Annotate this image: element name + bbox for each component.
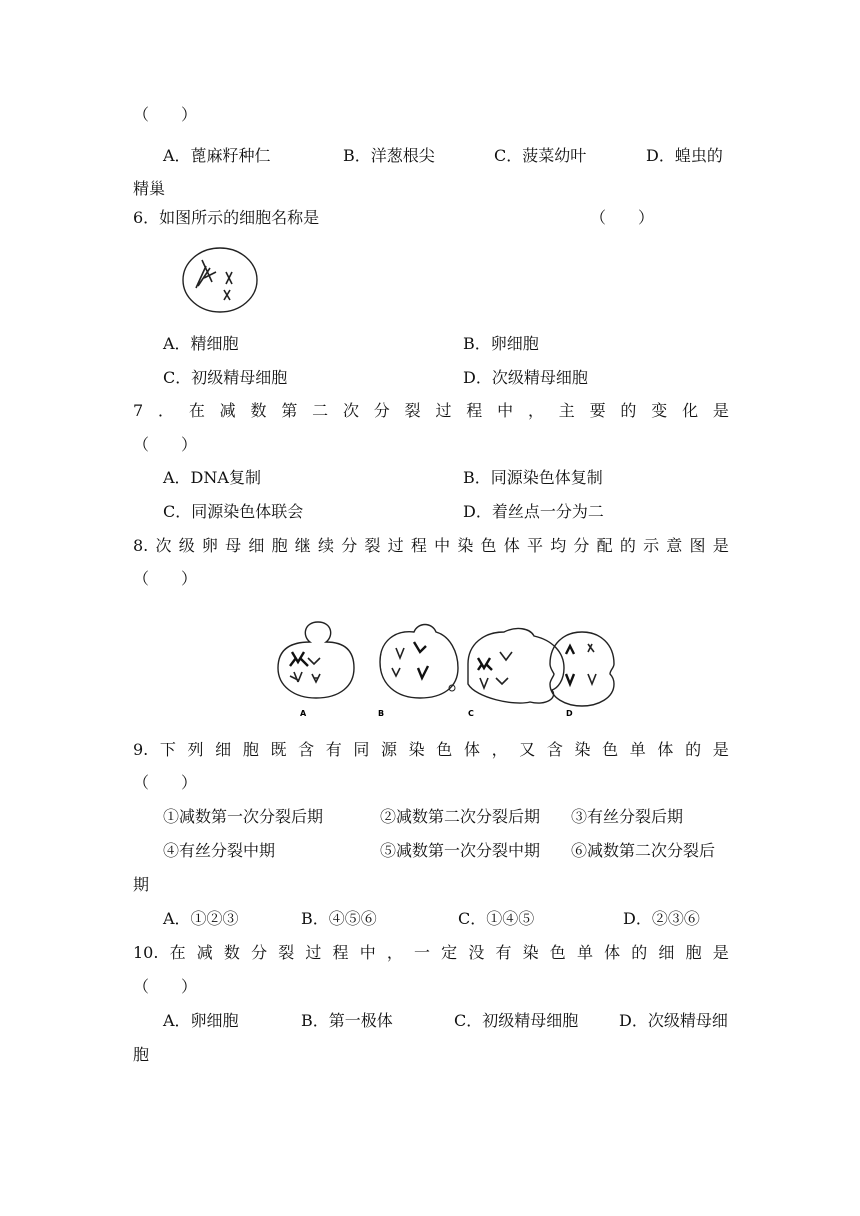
- q5-option-d-wrap: 精巢: [133, 179, 166, 198]
- q8-cell-d: [550, 632, 614, 706]
- q9-item-5: ⑤减数第一次分裂中期: [380, 841, 541, 860]
- q9-item-6: ⑥减数第二次分裂后: [571, 841, 716, 860]
- q10-option-b: B．第一极体: [301, 1011, 393, 1030]
- q9-option-a: A．①②③: [163, 909, 239, 928]
- q6-option-a: A．精细胞: [163, 334, 239, 353]
- q7-answer-paren: （ ）: [133, 435, 198, 454]
- q9-item-4: ④有丝分裂中期: [163, 841, 276, 860]
- q7-stem: 7 ． 在 减 数 第 二 次 分 裂 过 程 中 ， 主 要 的 变 化 是: [133, 401, 729, 420]
- q6-cell-figure: [180, 244, 264, 314]
- q8-answer-paren: （ ）: [133, 569, 198, 588]
- q7-option-b: B．同源染色体复制: [463, 468, 603, 487]
- q9-option-c: C．①④⑤: [458, 909, 535, 928]
- q9-item-3: ③有丝分裂后期: [571, 807, 684, 826]
- q10-option-d: D．次级精母细: [619, 1011, 728, 1030]
- q9-stem: 9. 下 列 细 胞 既 含 有 同 源 染 色 体 ， 又 含 染 色 单 体 的 是: [133, 740, 729, 759]
- q7-option-a: A．DNA复制: [163, 468, 261, 487]
- q5-option-a: A．蓖麻籽种仁: [163, 146, 271, 165]
- q7-option-d: D．着丝点一分为二: [463, 502, 604, 521]
- q8-label-b: B: [378, 709, 385, 718]
- q6-option-b: B．卵细胞: [463, 334, 539, 353]
- q10-stem: 10. 在 减 数 分 裂 过 程 中 ， 一 定 没 有 染 色 单 体 的 细 胞 是: [133, 943, 729, 962]
- q8-label-d: D: [566, 709, 573, 718]
- q9-item-6-wrap: 期: [133, 875, 150, 894]
- q9-option-d: D．②③⑥: [623, 909, 700, 928]
- q6-stem: 6．如图所示的细胞名称是: [133, 208, 320, 227]
- q9-item-1: ①减数第一次分裂后期: [163, 807, 324, 826]
- q8-division-figure: [268, 618, 618, 728]
- q9-item-2: ②减数第二次分裂后期: [380, 807, 541, 826]
- q5-answer-paren: （ ）: [133, 105, 198, 124]
- q6-option-c: C．初级精母细胞: [163, 368, 288, 387]
- q10-option-a: A．卵细胞: [163, 1011, 239, 1030]
- q10-option-c: C．初级精母细胞: [454, 1011, 579, 1030]
- q8-label-c: C: [468, 709, 474, 718]
- q6-option-d: D．次级精母细胞: [463, 368, 588, 387]
- q8-cell-b: [380, 625, 458, 699]
- q8-stem: 8. 次 级 卵 母 细 胞 继 续 分 裂 过 程 中 染 色 体 平 均 分 配 的 示 意 图 是: [133, 536, 729, 555]
- q8-cell-a: [278, 622, 354, 698]
- q9-option-b: B．④⑤⑥: [301, 909, 377, 928]
- q5-option-d: D．蝗虫的: [646, 146, 723, 165]
- q6-answer-paren: （ ）: [590, 208, 655, 227]
- q10-option-d-wrap: 胞: [133, 1045, 150, 1064]
- q8-label-a: A: [300, 709, 307, 718]
- q10-answer-paren: （ ）: [133, 977, 198, 996]
- q5-option-c: C．菠菜幼叶: [494, 146, 587, 165]
- q7-option-c: C．同源染色体联会: [163, 502, 304, 521]
- q9-answer-paren: （ ）: [133, 773, 198, 792]
- q5-option-b: B．洋葱根尖: [343, 146, 435, 165]
